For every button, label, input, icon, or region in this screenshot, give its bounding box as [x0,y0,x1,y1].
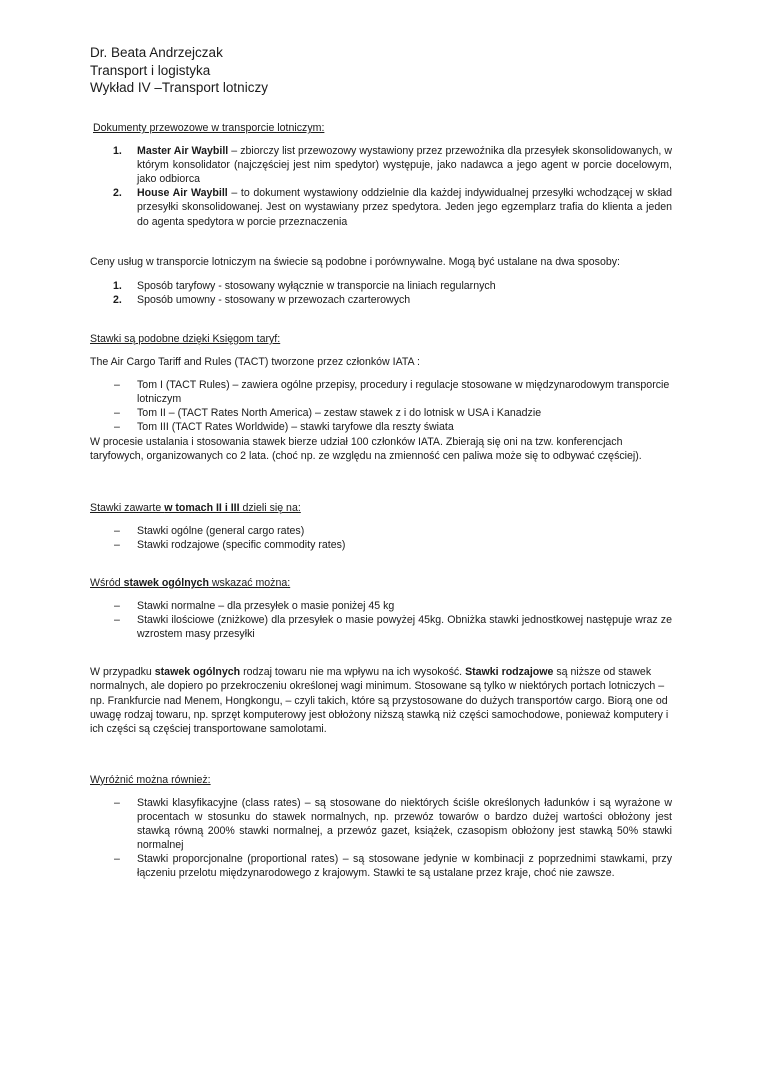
list-item [90,378,672,406]
paragraph-text: są niższe od stawek normalnych, ale dopiero po przekroczeniu określonej wagi minimum. Stosowane są tylko w niektórych portach lotniczych – np. Frankfurcie nad Menem, Hongkongu, – czyli takich, które są przystosowane do dużych transportów cargo. Biorą one od uwagę rodzaj towaru, np. sprzęt komputerowy jest obłożony niższą stawką niż części samochodowe, ponieważ komputery i ich części są częściej transportowane samolotami. [90,666,669,735]
dash-bullet: – [114,538,120,551]
list-number: 1. [113,145,122,158]
lecture-title: Wykład IV –Transport lotniczy [90,80,268,95]
list-item [90,613,672,641]
section2-list [90,279,672,307]
section5-heading [90,576,672,590]
section1-heading: Dokumenty przewozowe w transporcie lotniczym: [93,122,325,134]
section6-paragraph [90,665,672,735]
list-text: Sposób taryfowy - stosowany wyłącznie w transporcie na liniach regularnych [137,279,496,292]
dash-bullet: – [114,600,120,613]
dash-bullet: – [114,796,120,809]
term: House Air Waybill [137,187,228,200]
heading-text: dzieli się na: [239,501,301,514]
dash-bullet: – [114,421,120,434]
heading-bold: stawek ogólnych [123,576,209,589]
list-item [90,538,672,552]
section1-list [90,144,672,229]
section3-outro: W procesie ustalania i stosowania stawek bierze udział 100 członków IATA. Zbierają się oni na tzw. konferencjach taryfowych, organizowanych co 2 lata. (choć np. ze względu na zmienność cen paliwa może się to odbywać częściej). [90,435,642,462]
section2-intro: Ceny usług w transporcie lotniczym na świecie są podobne i porównywalne. Mogą być ustalane na dwa sposoby: [90,255,620,268]
paragraph-bold: Stawki rodzajowe [465,666,554,679]
list-text: Tom II – (TACT Rates North America) – zestaw stawek z i do lotnisk w USA i Kanadzie [137,407,542,420]
section3-list [90,378,672,434]
dash-bullet: – [114,614,120,627]
heading-text: Stawki zawarte [90,501,165,514]
list-item [90,186,672,228]
list-text: Tom I (TACT Rules) – zawiera ogólne przepisy, procedury i regulacje stosowane w międzynarodowym transporcie lotniczym [137,379,670,406]
section7-list [90,796,672,881]
section3-intro: The Air Cargo Tariff and Rules (TACT) tworzone przez członków IATA : [90,356,420,369]
list-number: 2. [113,187,122,200]
dash-bullet: – [114,407,120,420]
definition: – to dokument wystawiony oddzielnie dla każdej indywidualnej przesyłki wchodzącej w skład przesyłki skonsolidowanej. Jest on wystawiany przez spedytora. Jeden jego egzemplarz trafia do klienta a jeden do agenta spedytora w porcie przeznaczenia [137,187,672,228]
document-body [90,121,672,880]
paragraph-text: rodzaj towaru nie ma wpływu na ich wysokość. [240,666,466,679]
dash-bullet: – [114,379,120,392]
list-text: Stawki klasyfikacyjne (class rates) – są stosowane do niektórych ściśle określonych ładunków i są wyrażone w procentach w stosunku do stawek normalnych, np. przewóz towarów o bardzo dużej wartości obłożony jest stawką równą 200% stawki normalnej, a przewóz gazet, książek, czasopism obłożony jest stawką 50% stawki normalnej [137,796,672,852]
list-text: Tom III (TACT Rates Worldwide) – stawki taryfowe dla reszty świata [137,421,454,434]
list-number: 2. [113,293,122,306]
list-item [90,599,672,613]
list-text: Stawki ogólne (general cargo rates) [137,524,305,537]
list-item [90,852,672,880]
list-item [90,144,672,186]
paragraph-bold: stawek ogólnych [154,666,241,679]
list-item [90,293,672,307]
heading-bold: w tomach II i III [164,501,240,514]
dash-bullet: – [114,853,120,866]
list-item [90,279,672,293]
list-text: Stawki proporcjonalne (proportional rates) – są stosowane jedynie w kombinacji z poprzednimi stawkami, przy łączeniu przelotu międzynarodowego z krajowym. Stawki te są ustalane przez kraje, choć nie zawsze. [137,853,672,880]
list-item [90,796,672,852]
section4-list [90,524,672,552]
section4-heading [90,501,672,515]
list-item [90,420,672,434]
section7-heading: Wyróżnić można również: [90,773,211,786]
list-item [90,524,672,538]
list-text: Stawki ilościowe (zniżkowe) dla przesyłek o masie powyżej 45kg. Obniżka stawki jednostkowej następuje wraz ze wzrostem masy przesyłki [137,614,672,641]
definition: – zbiorczy list przewozowy wystawiony przez przewoźnika dla przesyłek skonsolidowanych, w którym konsolidator (najczęściej jest nim spedytor) występuje, jako nadawca a jego agent w porcie docelowym, jako odbiorca [137,145,672,186]
term: Master Air Waybill [137,145,229,158]
heading-text: Wśród [90,576,124,589]
list-number: 1. [113,279,122,292]
heading-text: wskazać można: [208,576,291,589]
course-name: Transport i logistyka [90,62,211,78]
list-item [90,406,672,420]
list-text: Stawki normalne – dla przesyłek o masie poniżej 45 kg [137,600,395,613]
section3-heading: Stawki są podobne dzięki Księgom taryf: [90,332,281,345]
section5-list [90,599,672,641]
author-name: Dr. Beata Andrzejczak [90,45,223,60]
list-text: Stawki rodzajowe (specific commodity rates) [137,538,346,551]
paragraph-text: W przypadku [90,666,155,679]
dash-bullet: – [114,524,120,537]
list-text: Sposób umowny - stosowany w przewozach czarterowych [137,293,411,306]
document-header [90,44,268,97]
